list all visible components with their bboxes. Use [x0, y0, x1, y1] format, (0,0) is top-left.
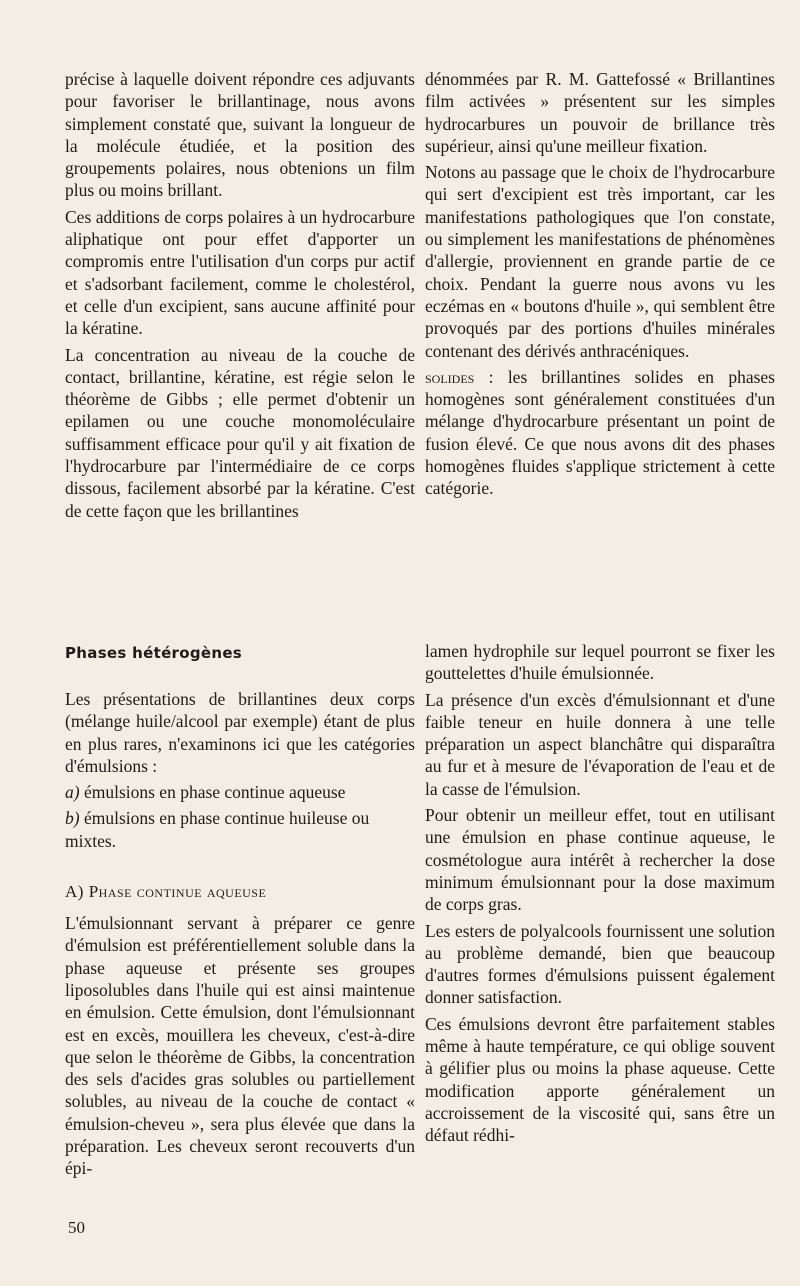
- solides-label: solides: [425, 366, 475, 387]
- list-marker: a): [65, 782, 80, 803]
- paragraph: La présence d'un excès d'émulsionnant et d'une faible teneur en huile donnera à une telle préparation un aspect blanchâtre qui disparaîtra au fur et à mesure de l'évaporation de l'eau et de la casse de l'émulsion.: [425, 689, 775, 799]
- solides-text: : les brillantines solides en phases homogènes sont généralement constituées d'un mélange d'hydrocarbure présentant un point de fusion élevé. Ce que nous avons dit des phases homogènes fluides s'applique strictement à cette catégorie.: [425, 366, 775, 499]
- paragraph: Pour obtenir un meilleur effet, tout en utilisant une émulsion en phase continue aqueuse, le cosmétologue aura intérêt à rechercher la dose minimum émulsionnant pour la dose maximum de corps gras.: [425, 805, 775, 915]
- paragraph: lamen hydrophile sur lequel pourront se fixer les gouttelettes d'huile émulsionnée.: [425, 641, 775, 684]
- paragraph: précise à laquelle doivent répondre ces adjuvants pour favoriser le brillantinage, nous avons simplement constaté que, suivant la longueur de la molécule étudiée, et la position des groupements polaires, nous obtenions un film plus ou moins brillant.: [65, 69, 415, 201]
- page-number: 50: [68, 1218, 85, 1237]
- paragraph: Ces additions de corps polaires à un hydrocarbure aliphatique ont pour effet d'apporter un compromis entre l'utilisation d'un corps pur actif et s'adsorbant facilement, comme le cholestérol, et celle d'un excipient, sans aucune affinité pour la kératine.: [65, 206, 415, 339]
- list-marker: b): [65, 808, 80, 829]
- left-column-bottom: [65, 640, 415, 1184]
- paragraph: Notons au passage que le choix de l'hydrocarbure qui sert d'excipient est très important, car les manifestations pathologiques que l'on constate, ou simplement les manifestations de phénomènes d'allergie, proviennent en grande partie de ce choix. Pendant la guerre nous avons vu les eczémas en « boutons d'huile », qui semblent être provoqués par des portions d'huiles minérales contenant des dérivés anthracéniques.: [425, 162, 775, 361]
- paragraph: La concentration au niveau de la couche de contact, brillantine, kératine, est régie selon le théorème de Gibbs ; elle permet d'obtenir un epilamen ou une couche monomoléculaire suffisamment efficace pour qu'il y ait fixation de l'hydrocarbure par l'intermédiaire de ce corps dissous, facilement absorbé par la kératine. C'est de cette façon que les brillantines: [65, 344, 415, 521]
- section-heading: Phases hétérogènes: [65, 644, 243, 662]
- right-column-top: [425, 68, 775, 504]
- paragraph: dénommées par R. M. Gattefossé « Brillantines film activées » présentent sur les simples hydrocarbures un pouvoir de brillance très supérieur, ainsi qu'une meilleur fixation.: [425, 69, 775, 156]
- paragraph: Les esters de polyalcools fournissent une solution au problème demandé, bien que beaucoup d'autres formes d'émulsions puissent également donner satisfaction.: [425, 920, 775, 1008]
- paragraph: Ces émulsions devront être parfaitement stables même à haute température, ce qui oblige souvent à gélifier plus ou moins la phase aqueuse. Cette modification apporte généralement un accroissement de la viscosité qui, sans être un défaut rédhi-: [425, 1013, 775, 1146]
- subsection-heading: A) Phase continue aqueuse: [65, 882, 267, 902]
- paragraph: L'émulsionnant servant à préparer ce genre d'émulsion est préférentiellement soluble dans la phase aqueuse et présente ses groupes liposolubles dans l'huile qui est ainsi maintenue en émulsion. Cette émulsion, dont l'émulsionnant est en excès, mouillera les cheveux, c'est-à-dire que selon le théorème de Gibbs, la concentration des sels d'acides gras solubles ou partiellement solubles, au niveau de la couche de contact « émulsion-cheveu », sera plus élevée que dans la préparation. Les cheveux seront recouverts d'un épi-: [65, 913, 415, 1179]
- paragraph: [425, 366, 775, 500]
- list-item-b: b) émulsions en phase continue huileuse ou mixtes.: [65, 808, 370, 851]
- right-column-bottom: [425, 640, 775, 1151]
- paragraph: Les présentations de brillantines deux corps (mélange huile/alcool par exemple) étant de plus en plus rares, n'examinons ici que les catégories d'émulsions :: [65, 689, 415, 776]
- list-item-a: a) émulsions en phase continue aqueuse: [65, 782, 346, 803]
- left-column-top: [65, 68, 415, 526]
